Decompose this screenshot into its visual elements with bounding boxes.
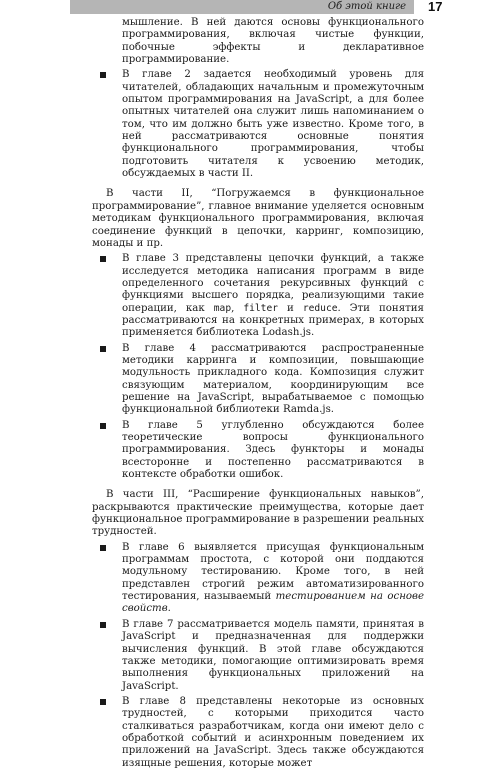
paragraph-part-3: В части III, “Расширение функциональных навыков”, раскрываются практические преимущества, которые дает функциональное программирование в разрешении реальных трудностей. [92,489,424,538]
text-run: В главе 6 выявляется присущая функциональным программам простота, с которой они поддаются модульному тестированию. Кроме того, в ней представлен строгий режим автоматизированного тестирования, называемый [122,541,424,603]
list-item-text: В главе 4 рассматриваются распространенные методики карринга и композиции, повышающие модульность прикладного кода. Композиция служит связующим материалом, координирующим все решение на JavaScript, вырабатываемое с помощью функциональной библиотеки Ramda.js. [122,342,424,416]
code-reduce: reduce [302,302,338,314]
text-run: . [167,603,171,615]
square-bullet-icon [100,72,106,78]
list-item-chapter-6 [92,542,424,616]
list-item-text: В главе 7 рассматривается модель памяти, принятая в JavaScript и предназначенная для поддержки вычисления функций. В этой главе обсуждаются также методики, помогающие оптимизировать время выполнения функциональных приложений на JavaScript. [122,618,424,692]
text-run: В главе 3 представлены цепочки функций, а также исследуется методика написания программ в виде определенного сочетания рекурсивных функций с функциями высшего порядка, реализующими такие операции, как [122,253,424,314]
text-run: , [231,302,244,314]
code-filter: filter [243,302,279,314]
running-head-title: Об этой книге [327,1,406,12]
square-bullet-icon [100,256,106,262]
text-run: и [278,302,303,314]
list-item-chapter-7 [92,619,424,693]
list-item-text: В главе 5 углубленно обсуждаются более теоретические вопросы функционального программирования. Здесь функторы и монады всесторонне и постепенно рассматриваются в контексте обработки ошибок. [122,419,424,481]
page-number: 17 [428,0,443,14]
list-item-text: В главе 2 задается необходимый уровень для читателей, обладающих начальным и промежуточным опытом программирования на JavaScript, а для более опытных читателей она служит лишь напоминанием о том, что им должно быть уже известно. Кроме того, в ней рассматриваются основные понятия функционального программирования, чтобы подготовить читателя к усвоению методик, обсуждаемых в части II. [122,69,424,180]
paragraph-part-2: В части II, “Погружаемся в функциональное программирование”, главное внимание уделяется основным методикам функционального программирования, включая соединение функций в цепочки, карринг, композицию, монады и пр. [92,188,424,249]
square-bullet-icon [100,346,106,352]
list-item-chapter-8 [92,696,424,770]
text-run: . Эти понятия рассматриваются на конкретных примерах, в которых применяется библиотека Lodash.js. [122,302,424,339]
page-body [92,17,424,770]
square-bullet-icon [100,545,106,551]
list-item-text: В главе 8 представлены некоторые из основных трудностей, с которыми приходится часто сталкиваться разработчикам, когда они имеют дело с обработкой событий и асинхронным поведением их приложений на JavaScript. Здесь также обсуждаются изящные решения, которые может [122,695,424,769]
list-item-chapter-4 [92,343,424,417]
square-bullet-icon [100,423,106,429]
code-map: map [213,302,232,314]
square-bullet-icon [100,622,106,628]
list-item-text [122,253,424,338]
square-bullet-icon [100,699,106,705]
emphasized-term: тестированием на основе свойств [122,591,424,615]
list-item-text [122,542,424,615]
list-item-chapter-3 [92,253,424,339]
list-item-chapter-5 [92,420,424,482]
list-item-chapter-2 [92,69,424,180]
continued-item-text: мышление. В ней даются основы функционального программирования, включая чистые функции, побочные эффекты и декларативное программирование. [122,17,424,66]
running-head [70,0,414,14]
